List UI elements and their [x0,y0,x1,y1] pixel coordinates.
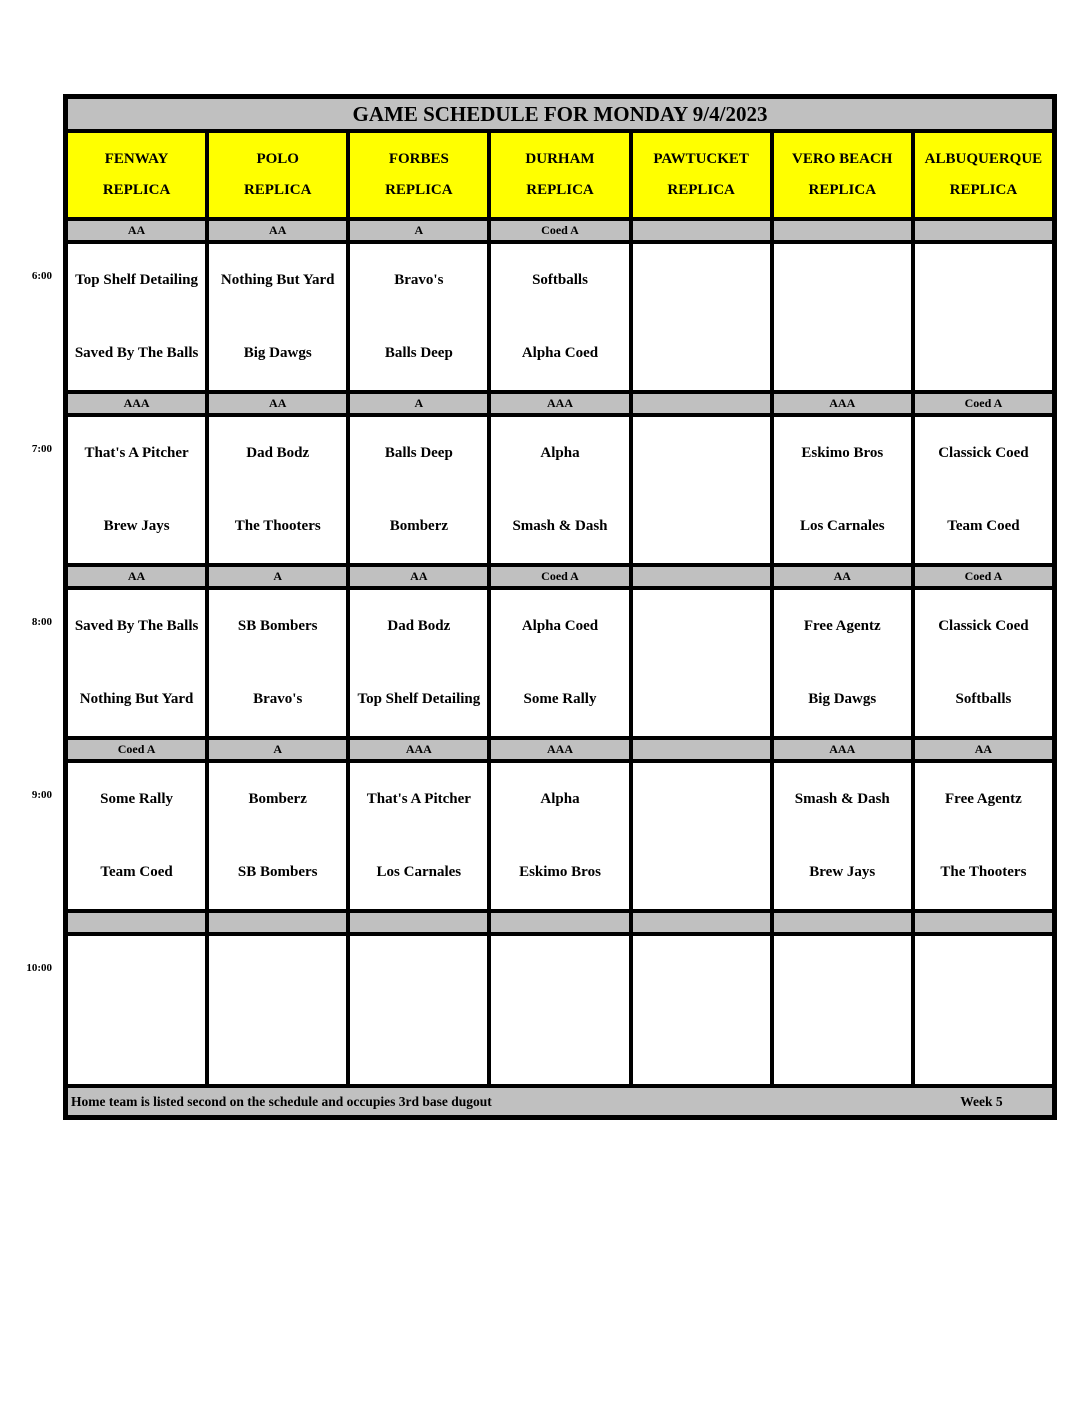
away-team: Top Shelf Detailing [75,272,198,289]
home-team: Los Carnales [376,864,462,881]
away-team: Free Agentz [945,791,1022,808]
away-team: Alpha Coed [521,618,599,635]
game-cell [209,936,346,1084]
division-cell: AAA [774,394,911,413]
home-team: Top Shelf Detailing [357,691,481,708]
column-header-forbes [350,133,487,217]
away-team [68,936,205,1010]
game-cell [209,244,346,390]
home-team [633,836,770,909]
column-header-albuquerque [915,133,1052,217]
division-cell: A [209,740,346,759]
away-team: Nothing But Yard [220,272,335,289]
home-team: Eskimo Bros [519,864,601,881]
schedule-title: GAME SCHEDULE FOR MONDAY 9/4/2023 [68,99,1052,129]
game-cell [774,244,911,390]
away-team: Dad Bodz [387,618,451,635]
field-name: VERO BEACH [792,151,893,167]
game-cell [915,244,1052,390]
field-subname: REPLICA [949,182,1018,198]
away-team: That's A Pitcher [366,791,471,808]
game-cell [68,417,205,563]
home-team [915,317,1052,390]
division-cell: Coed A [68,740,205,759]
game-cell [774,763,911,909]
field-subname: REPLICA [385,182,453,198]
field-name: FORBES [388,151,449,167]
away-team: SB Bombers [237,618,318,635]
home-team [209,1010,346,1084]
field-name: ALBUQUERQUE [924,151,1043,167]
game-cell [633,763,770,909]
game-cell [915,590,1052,736]
away-team: Eskimo Bros [801,445,884,462]
away-team: Alpha [540,791,580,808]
column-header-polo [209,133,346,217]
division-cell [774,221,911,240]
away-team: Free Agentz [803,618,881,635]
home-team: Alpha Coed [521,345,599,362]
division-cell: A [350,394,487,413]
time-label: 7:00 [31,443,52,455]
game-cell [209,763,346,909]
home-team: Some Rally [523,691,597,708]
home-team: Los Carnales [799,518,885,535]
division-cell [350,913,487,932]
game-cell [491,590,628,736]
game-cell [68,590,205,736]
home-team [68,1010,205,1084]
game-cell [633,590,770,736]
home-team: Team Coed [100,864,173,881]
division-cell [633,567,770,586]
division-cell: AA [68,221,205,240]
division-cell: Coed A [491,567,628,586]
home-team: SB Bombers [237,864,318,881]
division-cell: Coed A [915,394,1052,413]
home-team: Brew Jays [809,864,876,881]
game-schedule-table [63,94,1057,1120]
field-subname: REPLICA [667,182,735,198]
home-team: Smash & Dash [512,518,608,535]
field-subname: REPLICA [102,182,171,198]
footer-bar [68,1088,1052,1115]
home-team [774,317,911,390]
home-team [774,1010,911,1084]
division-cell: AA [209,394,346,413]
game-cell [491,763,628,909]
field-name: PAWTUCKET [653,151,749,167]
home-team [350,1010,487,1084]
away-team [633,590,770,663]
away-team: Some Rally [100,791,174,808]
home-team: Big Dawgs [808,691,877,708]
field-subname: REPLICA [526,182,594,198]
home-team: The Thooters [940,864,1027,881]
game-cell [774,590,911,736]
game-cell [633,244,770,390]
field-name: POLO [256,151,299,167]
division-cell [774,913,911,932]
division-cell: Coed A [915,567,1052,586]
home-team: Brew Jays [103,518,170,535]
away-team: Classick Coed [938,445,1029,462]
game-cell [915,763,1052,909]
division-cell [633,913,770,932]
division-cell: AA [915,740,1052,759]
game-cell [915,936,1052,1084]
game-cell [350,763,487,909]
away-team [633,763,770,836]
division-cell: AAA [774,740,911,759]
game-cell [633,936,770,1084]
game-cell [633,417,770,563]
home-team: Softballs [955,691,1012,708]
column-header-fenway [68,133,205,217]
game-cell [68,763,205,909]
game-cell [209,590,346,736]
game-cell [68,936,205,1084]
away-team [915,244,1052,317]
home-team [915,1010,1052,1084]
home-team: Bravo's [253,691,303,708]
game-cell [350,417,487,563]
field-subname: REPLICA [243,182,312,198]
away-team: That's A Pitcher [84,445,189,462]
home-team: Saved By The Balls [74,345,199,362]
time-label: 8:00 [31,616,52,628]
division-cell: AA [350,567,487,586]
week-label: Week 5 [960,1093,1003,1109]
away-team: Saved By The Balls [74,618,199,635]
home-team: Big Dawgs [243,345,312,362]
away-team [491,936,628,1010]
game-cell [68,244,205,390]
division-cell [491,913,628,932]
division-cell [915,221,1052,240]
game-cell [491,244,628,390]
time-label: 9:00 [31,789,52,801]
game-cell [350,244,487,390]
away-team [633,417,770,490]
division-cell [915,913,1052,932]
home-team: Nothing But Yard [79,691,194,708]
away-team [350,936,487,1010]
away-team [915,936,1052,1010]
home-team: Team Coed [947,518,1020,535]
away-team [774,244,911,317]
division-cell [633,221,770,240]
away-team: Bravo's [394,272,444,289]
division-cell [68,913,205,932]
home-team [491,1010,628,1084]
away-team: Balls Deep [384,445,453,462]
division-cell: AA [774,567,911,586]
division-cell: AAA [491,394,628,413]
away-team: Softballs [532,272,588,289]
game-cell [491,417,628,563]
away-team: Smash & Dash [794,791,890,808]
home-team [633,317,770,390]
game-cell [774,417,911,563]
field-name: DURHAM [525,151,595,167]
away-team [633,936,770,1010]
home-team [633,490,770,563]
away-team [774,936,911,1010]
home-team: The Thooters [234,518,321,535]
division-cell [209,913,346,932]
home-team: Balls Deep [384,345,453,362]
game-cell [915,417,1052,563]
division-cell: AAA [68,394,205,413]
game-cell [209,417,346,563]
division-cell: Coed A [491,221,628,240]
field-subname: REPLICA [808,182,877,198]
division-cell [633,740,770,759]
division-cell [633,394,770,413]
away-team [633,244,770,317]
time-label: 10:00 [26,962,52,974]
division-cell: A [350,221,487,240]
field-name: FENWAY [104,151,169,167]
column-header-pawtucket [633,133,770,217]
home-team [633,663,770,736]
game-cell [350,590,487,736]
game-cell [350,936,487,1084]
away-team: Classick Coed [938,618,1029,635]
time-label: 6:00 [31,270,52,282]
footer-note: Home team is listed second on the schedule and occupies 3rd base dugout [71,1093,492,1109]
division-cell: AAA [350,740,487,759]
division-cell: AAA [491,740,628,759]
division-cell: A [209,567,346,586]
away-team [209,936,346,1010]
game-cell [774,936,911,1084]
away-team: Dad Bodz [246,445,310,462]
home-team [633,1010,770,1084]
division-cell: AA [209,221,346,240]
column-header-durham [491,133,628,217]
away-team: Bomberz [248,791,307,808]
column-header-vero-beach [774,133,911,217]
division-cell: AA [68,567,205,586]
home-team: Bomberz [389,518,449,535]
away-team: Alpha [540,445,580,462]
game-cell [491,936,628,1084]
